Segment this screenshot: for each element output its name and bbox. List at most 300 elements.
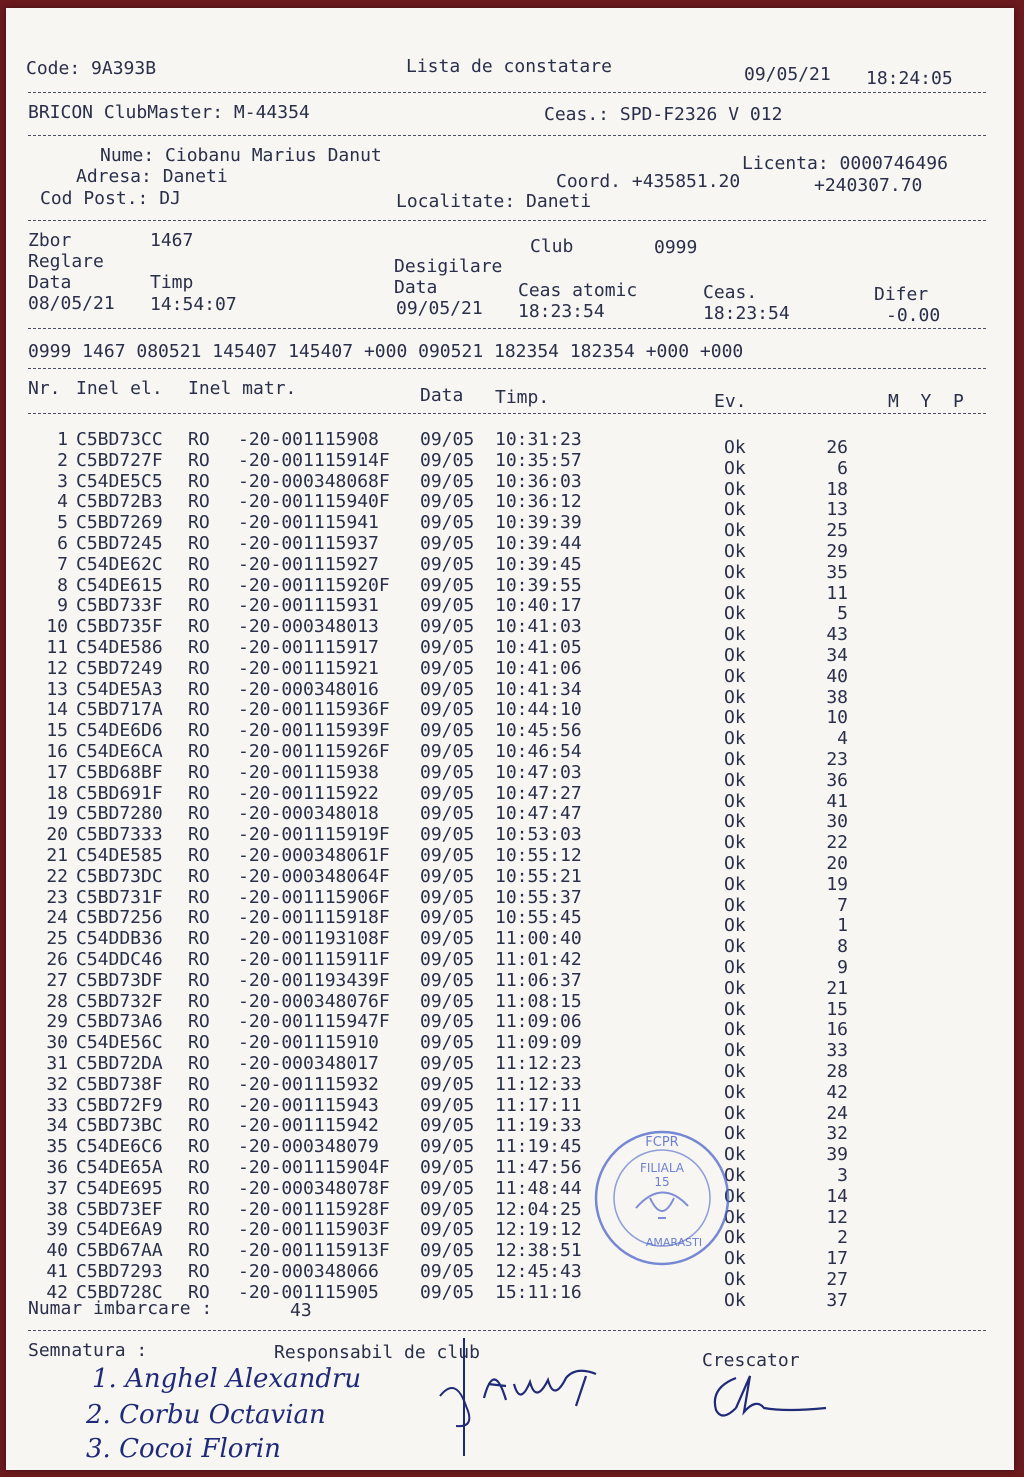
row-number: 11 — [46, 637, 68, 658]
position: 24 — [826, 1102, 848, 1124]
row-number: 36 — [46, 1157, 68, 1178]
ring-country: RO — [188, 470, 210, 492]
ring-electronic-id: C54DE585 — [76, 845, 163, 866]
ring-country: RO — [188, 907, 210, 929]
ring-electronic-id: C5BD733F — [76, 595, 163, 617]
arrival-time: 15:11:16 — [495, 1281, 582, 1303]
event-status: Ok — [724, 728, 746, 750]
position: 30 — [826, 811, 848, 833]
arrival-date: 09/05 — [420, 512, 475, 534]
event-status: Ok — [724, 977, 746, 999]
arrival-time: 11:08:15 — [495, 990, 582, 1012]
ring-electronic-id: C5BD73BC — [76, 1115, 163, 1137]
club-responsible-label: Responsabil de club — [274, 1342, 480, 1363]
arrival-date: 09/05 — [420, 1011, 475, 1033]
table-row — [6, 553, 1006, 583]
ring-registration: -20-000348018 — [238, 803, 379, 825]
row-number: 35 — [46, 1136, 68, 1158]
arrival-time: 10:55:12 — [495, 845, 582, 866]
position: 32 — [826, 1123, 848, 1145]
arrival-date: 09/05 — [420, 1053, 475, 1074]
table-row — [6, 1053, 1006, 1082]
arrival-time: 10:41:34 — [495, 678, 582, 700]
row-number: 32 — [46, 1073, 68, 1095]
arrival-time: 10:45:56 — [495, 720, 582, 742]
ring-registration: -20-001115931 — [238, 595, 379, 617]
club-label: Club — [530, 236, 574, 257]
arrival-time: 10:35:57 — [495, 449, 582, 471]
ring-registration: -20-001193108F — [238, 928, 390, 950]
table-row — [6, 782, 1006, 812]
table-row — [6, 845, 1006, 874]
arrival-date: 09/05 — [420, 1032, 475, 1054]
arrival-time: 10:40:17 — [495, 595, 582, 617]
breeder-label: Crescator — [702, 1350, 800, 1371]
event-status: Ok — [724, 749, 746, 770]
position: 37 — [826, 1289, 848, 1311]
event-status: Ok — [724, 520, 746, 542]
arrival-time: 10:39:45 — [495, 553, 582, 575]
ring-country: RO — [188, 637, 210, 658]
event-status: Ok — [724, 1061, 746, 1082]
divider — [28, 135, 986, 136]
ring-registration: -20-001115911F — [238, 949, 390, 970]
table-row — [6, 1157, 1006, 1186]
event-status: Ok — [724, 811, 746, 833]
arrival-date: 09/05 — [420, 637, 475, 658]
arrival-date: 09/05 — [420, 782, 475, 804]
arrival-time: 11:17:11 — [495, 1094, 582, 1116]
table-row — [6, 429, 1006, 458]
arrival-date: 09/05 — [420, 657, 475, 679]
arrival-date: 09/05 — [420, 761, 475, 783]
ring-electronic-id: C54DE5C5 — [76, 470, 163, 492]
event-status: Ok — [724, 1269, 746, 1290]
row-number: 22 — [46, 865, 68, 887]
ring-electronic-id: C5BD7293 — [76, 1261, 163, 1282]
club-number: 0999 — [654, 237, 698, 258]
clubmaster-id: BRICON ClubMaster: M-44354 — [28, 102, 310, 123]
header-myp: M Y P — [888, 391, 964, 412]
event-status: Ok — [724, 1019, 746, 1041]
arrival-date: 09/05 — [420, 429, 475, 450]
stamp-text-fcpr: FCPR — [645, 1135, 679, 1150]
ring-electronic-id: C54DE56C — [76, 1032, 163, 1054]
ring-registration: -20-001115918F — [238, 907, 390, 929]
row-number: 15 — [46, 720, 68, 742]
flight-code-line: 0999 1467 080521 145407 145407 +000 090521 182354 182354 +000 +000 — [28, 341, 744, 362]
event-status: Ok — [724, 541, 746, 562]
ring-electronic-id: C5BD73A6 — [76, 1011, 163, 1033]
ring-country: RO — [188, 969, 210, 991]
ring-registration: -20-001115906F — [238, 886, 390, 908]
row-number: 10 — [46, 616, 68, 638]
unsealing-date: 09/05/21 — [396, 298, 483, 319]
ring-country: RO — [188, 512, 210, 534]
ring-electronic-id: C5BD7245 — [76, 533, 163, 554]
ring-country: RO — [188, 1198, 210, 1220]
ring-country: RO — [188, 533, 210, 554]
ring-electronic-id: C5BD68BF — [76, 761, 163, 783]
ring-electronic-id: C5BD717A — [76, 699, 163, 721]
row-number: 4 — [57, 491, 68, 513]
position: 18 — [826, 478, 848, 500]
handwritten-signature-2: 2. Corbu Octavian — [86, 1400, 326, 1430]
header-date: Data — [420, 385, 464, 406]
arrival-date: 09/05 — [420, 824, 475, 846]
clock-time: 18:23:54 — [703, 303, 790, 324]
event-status: Ok — [724, 1206, 746, 1228]
arrival-time: 10:55:45 — [495, 907, 582, 929]
ring-country: RO — [188, 657, 210, 679]
arrival-date: 09/05 — [420, 491, 475, 513]
ring-registration: -20-001115928F — [238, 1198, 390, 1220]
arrival-date: 09/05 — [420, 845, 475, 866]
row-number: 17 — [46, 761, 68, 783]
ring-electronic-id: C54DE62C — [76, 553, 163, 575]
ring-registration: -20-000348064F — [238, 865, 390, 887]
setting-time-label: Timp — [150, 272, 194, 293]
event-status: Ok — [724, 478, 746, 500]
position: 40 — [826, 665, 848, 687]
table-row — [6, 886, 1006, 916]
row-number: 26 — [46, 949, 68, 970]
event-status: Ok — [724, 1185, 746, 1207]
table-row — [6, 1261, 1006, 1290]
position: 10 — [826, 707, 848, 729]
position: 36 — [826, 769, 848, 791]
ring-registration: -20-001115914F — [238, 449, 390, 471]
position: 9 — [837, 957, 848, 978]
arrival-date: 09/05 — [420, 574, 475, 596]
table-row — [6, 720, 1006, 750]
ring-country: RO — [188, 1011, 210, 1033]
position: 8 — [837, 936, 848, 958]
arrival-time: 10:36:03 — [495, 470, 582, 492]
ring-electronic-id: C5BD72DA — [76, 1053, 163, 1074]
ring-registration: -20-000348078F — [238, 1177, 390, 1199]
header-date: 09/05/21 — [744, 64, 831, 85]
arrival-time: 10:47:27 — [495, 782, 582, 804]
row-number: 5 — [57, 512, 68, 534]
ring-country: RO — [188, 1157, 210, 1178]
table-row — [6, 928, 1006, 958]
breeder-signature — [706, 1368, 846, 1438]
arrival-date: 09/05 — [420, 969, 475, 991]
table-row — [6, 1136, 1006, 1166]
ring-electronic-id: C5BD7249 — [76, 657, 163, 679]
setting-date: 08/05/21 — [28, 293, 115, 314]
owner-name: Nume: Ciobanu Marius Danut — [100, 145, 382, 166]
position: 2 — [837, 1227, 848, 1249]
handwritten-signature-3: 3. Cocoi Florin — [86, 1434, 281, 1464]
row-number: 12 — [46, 657, 68, 679]
event-status: Ok — [724, 561, 746, 583]
table-row — [6, 491, 1006, 521]
row-number: 8 — [57, 574, 68, 596]
arrival-date: 09/05 — [420, 907, 475, 929]
arrival-time: 11:19:45 — [495, 1136, 582, 1158]
event-status: Ok — [724, 624, 746, 646]
arrival-date: 09/05 — [420, 1136, 475, 1158]
ring-registration: -20-001115939F — [238, 720, 390, 742]
arrival-time: 10:53:03 — [495, 824, 582, 846]
ring-country: RO — [188, 429, 210, 450]
position: 26 — [826, 437, 848, 458]
ring-country: RO — [188, 1032, 210, 1054]
event-status: Ok — [724, 915, 746, 937]
position: 38 — [826, 686, 848, 708]
arrival-time: 11:09:06 — [495, 1011, 582, 1033]
row-number: 14 — [46, 699, 68, 721]
header-event: Ev. — [714, 391, 747, 412]
ring-electronic-id: C5BD691F — [76, 782, 163, 804]
ring-registration: -20-001115941 — [238, 512, 379, 534]
ring-registration: -20-000348017 — [238, 1053, 379, 1074]
table-row — [6, 865, 1006, 895]
position: 13 — [826, 499, 848, 521]
stamp-text-city: AMARASTI — [645, 1236, 703, 1249]
event-status: Ok — [724, 853, 746, 874]
table-row — [6, 761, 1006, 791]
ring-country: RO — [188, 678, 210, 700]
ring-country: RO — [188, 720, 210, 742]
event-status: Ok — [724, 1040, 746, 1062]
ring-country: RO — [188, 699, 210, 721]
ring-registration: -20-001115922 — [238, 782, 379, 804]
handwritten-signature-1: 1. Anghel Alexandru — [92, 1364, 362, 1394]
arrival-time: 10:41:03 — [495, 616, 582, 638]
ring-electronic-id: C54DE5A3 — [76, 678, 163, 700]
row-number: 39 — [46, 1219, 68, 1241]
arrival-time: 11:47:56 — [495, 1157, 582, 1178]
arrival-date: 09/05 — [420, 1198, 475, 1220]
arrival-date: 09/05 — [420, 470, 475, 492]
divider — [28, 368, 986, 369]
header-time: Timp. — [495, 387, 550, 408]
position: 12 — [826, 1206, 848, 1228]
ring-electronic-id: C5BD67AA — [76, 1240, 163, 1262]
position: 23 — [826, 749, 848, 770]
ring-registration: -20-001115926F — [238, 741, 390, 762]
ring-electronic-id: C5BD73EF — [76, 1198, 163, 1220]
row-number: 9 — [57, 595, 68, 617]
divider — [28, 413, 986, 414]
event-status: Ok — [724, 1081, 746, 1103]
arrival-date: 09/05 — [420, 1157, 475, 1178]
header-ring-electronic: Inel el. — [76, 378, 163, 399]
ring-registration: -20-001115913F — [238, 1240, 390, 1262]
ring-registration: -20-000348016 — [238, 678, 379, 700]
ring-registration: -20-000348066 — [238, 1261, 379, 1282]
ring-country: RO — [188, 803, 210, 825]
coord-longitude: +240307.70 — [814, 175, 923, 196]
arrival-time: 10:39:44 — [495, 533, 582, 554]
divider — [28, 220, 986, 221]
arrival-time: 10:46:54 — [495, 741, 582, 762]
arrival-date: 09/05 — [420, 928, 475, 950]
event-status: Ok — [724, 603, 746, 625]
event-status: Ok — [724, 894, 746, 916]
ring-country: RO — [188, 1136, 210, 1158]
ring-registration: -20-001115940F — [238, 491, 390, 513]
ring-electronic-id: C54DE586 — [76, 637, 163, 658]
signature-label: Semnatura : — [28, 1340, 148, 1361]
event-status: Ok — [724, 936, 746, 958]
position: 11 — [826, 582, 848, 604]
flight-number: 1467 — [150, 230, 194, 251]
ring-registration: -20-001115908 — [238, 429, 379, 450]
row-number: 30 — [46, 1032, 68, 1054]
atomic-clock-label: Ceas atomic — [518, 280, 638, 301]
arrival-time: 11:01:42 — [495, 949, 582, 970]
divider — [28, 1330, 986, 1331]
arrival-date: 09/05 — [420, 720, 475, 742]
ring-electronic-id: C5BD73DF — [76, 969, 163, 991]
position: 20 — [826, 853, 848, 874]
ring-electronic-id: C54DE65A — [76, 1157, 163, 1178]
owner-locality: Localitate: Daneti — [396, 191, 592, 212]
divider — [28, 328, 986, 329]
event-status: Ok — [724, 457, 746, 479]
arrival-time: 11:00:40 — [495, 928, 582, 950]
arrival-date: 09/05 — [420, 865, 475, 887]
row-number: 18 — [46, 782, 68, 804]
arrival-date: 09/05 — [420, 553, 475, 575]
table-row — [6, 990, 1006, 1020]
ring-registration: -20-001115943 — [238, 1094, 379, 1116]
arrival-date: 09/05 — [420, 616, 475, 638]
arrival-time: 12:19:12 — [495, 1219, 582, 1241]
ring-electronic-id: C5BD7269 — [76, 512, 163, 534]
event-status: Ok — [724, 832, 746, 854]
ring-country: RO — [188, 491, 210, 513]
table-row — [6, 616, 1006, 646]
event-status: Ok — [724, 998, 746, 1020]
arrival-time: 12:04:25 — [495, 1198, 582, 1220]
position: 25 — [826, 520, 848, 542]
row-number: 28 — [46, 990, 68, 1012]
position: 21 — [826, 977, 848, 999]
ring-electronic-id: C5BD732F — [76, 990, 163, 1012]
ring-registration: -20-000348068F — [238, 470, 390, 492]
table-row — [6, 533, 1006, 562]
ring-electronic-id: C5BD72F9 — [76, 1094, 163, 1116]
owner-license: Licenta: 0000746496 — [742, 153, 948, 174]
ring-country: RO — [188, 553, 210, 575]
row-number: 21 — [46, 845, 68, 866]
ring-electronic-id: C54DE6A9 — [76, 1219, 163, 1241]
position: 43 — [826, 624, 848, 646]
arrival-date: 09/05 — [420, 533, 475, 554]
position: 1 — [837, 915, 848, 937]
ring-registration: -20-001115904F — [238, 1157, 390, 1178]
arrival-date: 09/05 — [420, 678, 475, 700]
arrival-date: 09/05 — [420, 1094, 475, 1116]
event-status: Ok — [724, 1289, 746, 1311]
row-number: 25 — [46, 928, 68, 950]
flight-label: Zbor — [28, 230, 72, 251]
ring-registration: -20-001115942 — [238, 1115, 379, 1137]
arrival-time: 11:12:23 — [495, 1053, 582, 1074]
ring-registration: -20-001115920F — [238, 574, 390, 596]
setting-time: 14:54:07 — [150, 294, 237, 315]
arrival-time: 12:38:51 — [495, 1240, 582, 1262]
ring-country: RO — [188, 845, 210, 866]
ring-country: RO — [188, 761, 210, 783]
ring-electronic-id: C54DE695 — [76, 1177, 163, 1199]
ring-registration: -20-000348013 — [238, 616, 379, 638]
arrival-date: 09/05 — [420, 1240, 475, 1262]
position: 39 — [826, 1144, 848, 1166]
code-label: Code: 9A393B — [26, 58, 157, 79]
ring-electronic-id: C5BD735F — [76, 616, 163, 638]
arrival-date: 09/05 — [420, 741, 475, 762]
ring-registration: -20-001115903F — [238, 1219, 390, 1241]
row-number: 19 — [46, 803, 68, 825]
table-row — [6, 1073, 1006, 1103]
difference-label: Difer — [874, 284, 929, 305]
table-row — [6, 969, 1006, 999]
arrival-date: 09/05 — [420, 949, 475, 970]
row-number: 2 — [57, 449, 68, 471]
row-number: 29 — [46, 1011, 68, 1033]
row-number: 1 — [57, 429, 68, 450]
event-status: Ok — [724, 707, 746, 729]
event-status: Ok — [724, 790, 746, 812]
ring-electronic-id: C5BD727F — [76, 449, 163, 471]
arrival-time: 10:31:23 — [495, 429, 582, 450]
arrival-date: 09/05 — [420, 803, 475, 825]
position: 35 — [826, 561, 848, 583]
row-number: 33 — [46, 1094, 68, 1116]
event-status: Ok — [724, 1165, 746, 1186]
position: 16 — [826, 1019, 848, 1041]
row-number: 3 — [57, 470, 68, 492]
row-number: 23 — [46, 886, 68, 908]
arrival-time: 10:55:37 — [495, 886, 582, 908]
table-row — [6, 949, 1006, 978]
ring-electronic-id: C54DE6C6 — [76, 1136, 163, 1158]
arrival-date: 09/05 — [420, 1073, 475, 1095]
ring-registration: -20-001115921 — [238, 657, 379, 679]
row-number: 41 — [46, 1261, 68, 1282]
arrival-time: 10:41:05 — [495, 637, 582, 658]
ring-registration: -20-001115936F — [238, 699, 390, 721]
table-row — [6, 512, 1006, 542]
row-number: 24 — [46, 907, 68, 929]
ring-registration: -20-001193439F — [238, 969, 390, 991]
arrival-time: 11:19:33 — [495, 1115, 582, 1137]
table-row — [6, 907, 1006, 937]
event-status: Ok — [724, 1144, 746, 1166]
ring-country: RO — [188, 741, 210, 762]
ring-registration: -20-001115910 — [238, 1032, 379, 1054]
ring-registration: -20-000348076F — [238, 990, 390, 1012]
setting-date-label: Data — [28, 272, 72, 293]
table-header — [6, 378, 1006, 412]
table-row — [6, 470, 1006, 500]
table-row — [6, 1011, 1006, 1041]
event-status: Ok — [724, 686, 746, 708]
responsible-signature — [436, 1336, 636, 1466]
position: 3 — [837, 1165, 848, 1186]
ring-electronic-id: C5BD73CC — [76, 429, 163, 450]
ring-country: RO — [188, 1177, 210, 1199]
arrival-time: 11:48:44 — [495, 1177, 582, 1199]
row-number: 42 — [46, 1281, 68, 1303]
position: 14 — [826, 1185, 848, 1207]
